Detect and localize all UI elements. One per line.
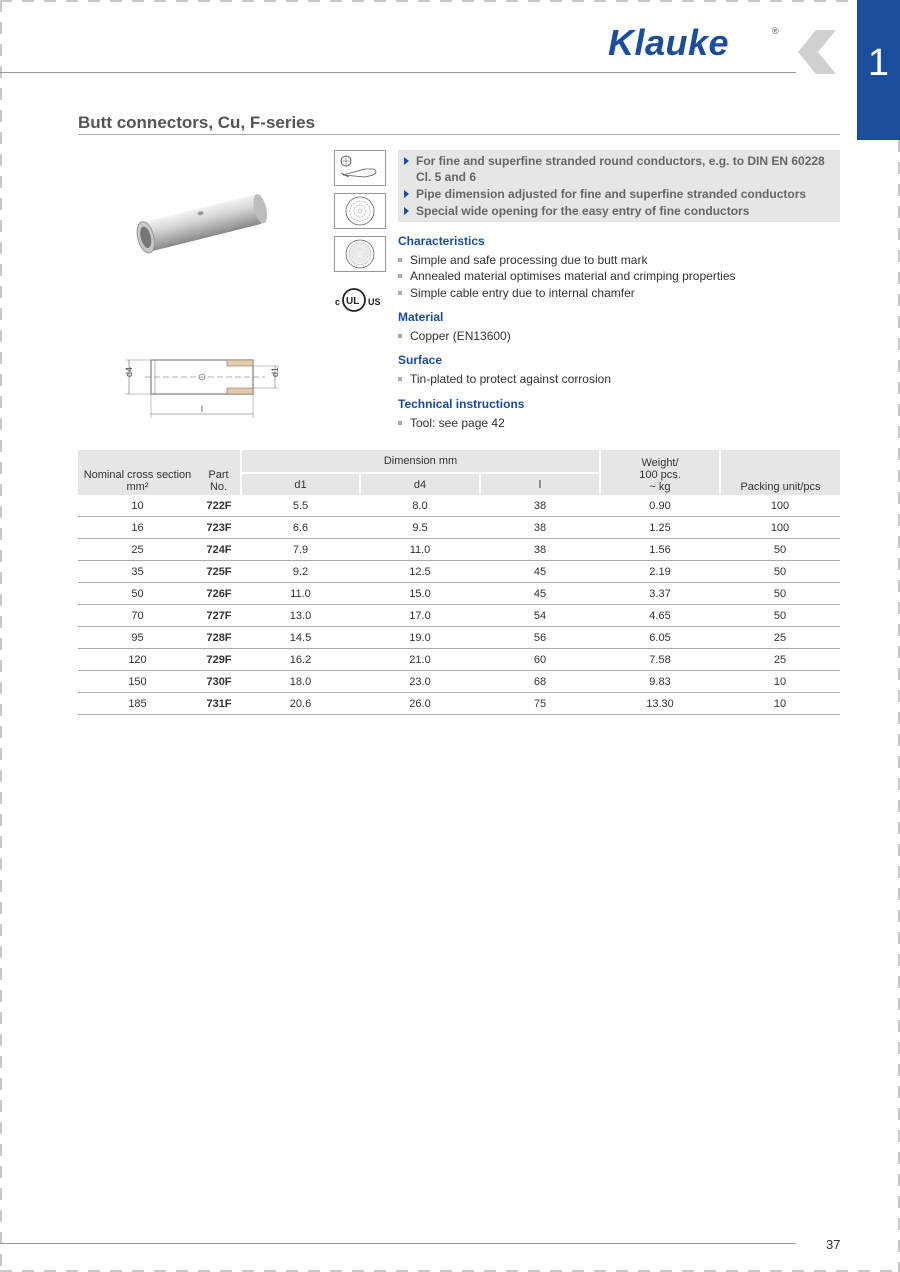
product-photo bbox=[130, 188, 276, 258]
list-item: Simple and safe processing due to butt mark bbox=[398, 253, 647, 267]
material-heading: Material bbox=[398, 310, 444, 324]
chapter-tab bbox=[857, 0, 900, 140]
brand-name: Klauke bbox=[608, 22, 730, 63]
fine-strand-conductor-icon bbox=[334, 193, 386, 229]
table-row: 95 728F 14.5 19.0 56 6.05 25 bbox=[78, 627, 840, 649]
technical-drawing bbox=[115, 352, 285, 422]
page-title: Butt connectors, Cu, F-series bbox=[78, 113, 316, 132]
list-item: Copper (EN13600) bbox=[398, 329, 511, 343]
brand-logo bbox=[608, 22, 780, 64]
arrow-right-icon bbox=[404, 190, 409, 198]
table-body bbox=[78, 495, 840, 715]
col-header-d1: d1 bbox=[241, 473, 360, 495]
table-row: 150 730F 18.0 23.0 68 9.83 10 bbox=[78, 671, 840, 693]
crop-mark-left bbox=[0, 0, 2, 1272]
table-row: 25 724F 7.9 11.0 38 1.56 50 bbox=[78, 539, 840, 561]
cert-ul: UL bbox=[346, 296, 360, 307]
chevron-left-icon bbox=[796, 28, 840, 76]
crop-mark-top bbox=[0, 0, 860, 2]
cul-us-certification-icon bbox=[334, 285, 386, 315]
title-rule bbox=[78, 134, 840, 135]
col-header-weight: Weight/ 100 pcs. ~ kg bbox=[600, 450, 720, 495]
highlight-item: Pipe dimension adjusted for fine and superfine stranded conductors bbox=[416, 187, 807, 201]
table-row: 10 722F 5.5 8.0 38 0.90 100 bbox=[78, 495, 840, 517]
page-number: 37 bbox=[826, 1237, 841, 1252]
table-row: 35 725F 9.2 12.5 45 2.19 50 bbox=[78, 561, 840, 583]
surface-heading: Surface bbox=[398, 353, 443, 367]
feature-highlights bbox=[398, 150, 840, 222]
list-item: Annealed material optimises material and crimping properties bbox=[398, 269, 736, 283]
highlight-item: Special wide opening for the easy entry of fine conductors bbox=[416, 204, 750, 218]
col-header-packing: Packing unit/pcs bbox=[720, 450, 840, 495]
technical-heading: Technical instructions bbox=[398, 397, 525, 411]
list-item: Tin-plated to protect against corrosion bbox=[398, 372, 611, 386]
product-table bbox=[78, 450, 840, 715]
chapter-number: 1 bbox=[867, 42, 890, 84]
highlight-item: For fine and superfine stranded round conductors, e.g. to DIN EN 60228 Cl. 5 and 6 bbox=[416, 154, 825, 184]
table-row: 70 727F 13.0 17.0 54 4.65 50 bbox=[78, 605, 840, 627]
table-row: 120 729F 16.2 21.0 60 7.58 25 bbox=[78, 649, 840, 671]
col-header-l: l bbox=[480, 473, 600, 495]
superfine-strand-conductor-icon bbox=[334, 236, 386, 272]
col-header-cross-section: Nominal cross section mm² bbox=[78, 450, 197, 495]
registered-mark: ® bbox=[772, 26, 780, 36]
characteristics-heading: Characteristics bbox=[398, 234, 485, 248]
cert-c: c bbox=[335, 297, 341, 307]
list-item: Tool: see page 42 bbox=[398, 416, 505, 430]
label-d1: d1 bbox=[270, 366, 280, 377]
label-d4: d4 bbox=[124, 366, 134, 377]
col-header-part: Part No. bbox=[197, 450, 241, 495]
cert-us: US bbox=[368, 297, 381, 307]
cable-lug-icon bbox=[334, 150, 386, 186]
col-header-dimension: Dimension mm bbox=[241, 450, 600, 473]
label-l: l bbox=[201, 404, 203, 414]
table-row: 16 723F 6.6 9.5 38 1.25 100 bbox=[78, 517, 840, 539]
table-row: 50 726F 11.0 15.0 45 3.37 50 bbox=[78, 583, 840, 605]
arrow-right-icon bbox=[404, 157, 409, 165]
table-row: 185 731F 20.6 26.0 75 13.30 10 bbox=[78, 693, 840, 715]
footer-rule bbox=[0, 1243, 796, 1244]
header-rule bbox=[0, 72, 796, 73]
col-header-d4: d4 bbox=[360, 473, 480, 495]
arrow-right-icon bbox=[404, 207, 409, 215]
list-item: Simple cable entry due to internal chamfer bbox=[398, 286, 635, 300]
